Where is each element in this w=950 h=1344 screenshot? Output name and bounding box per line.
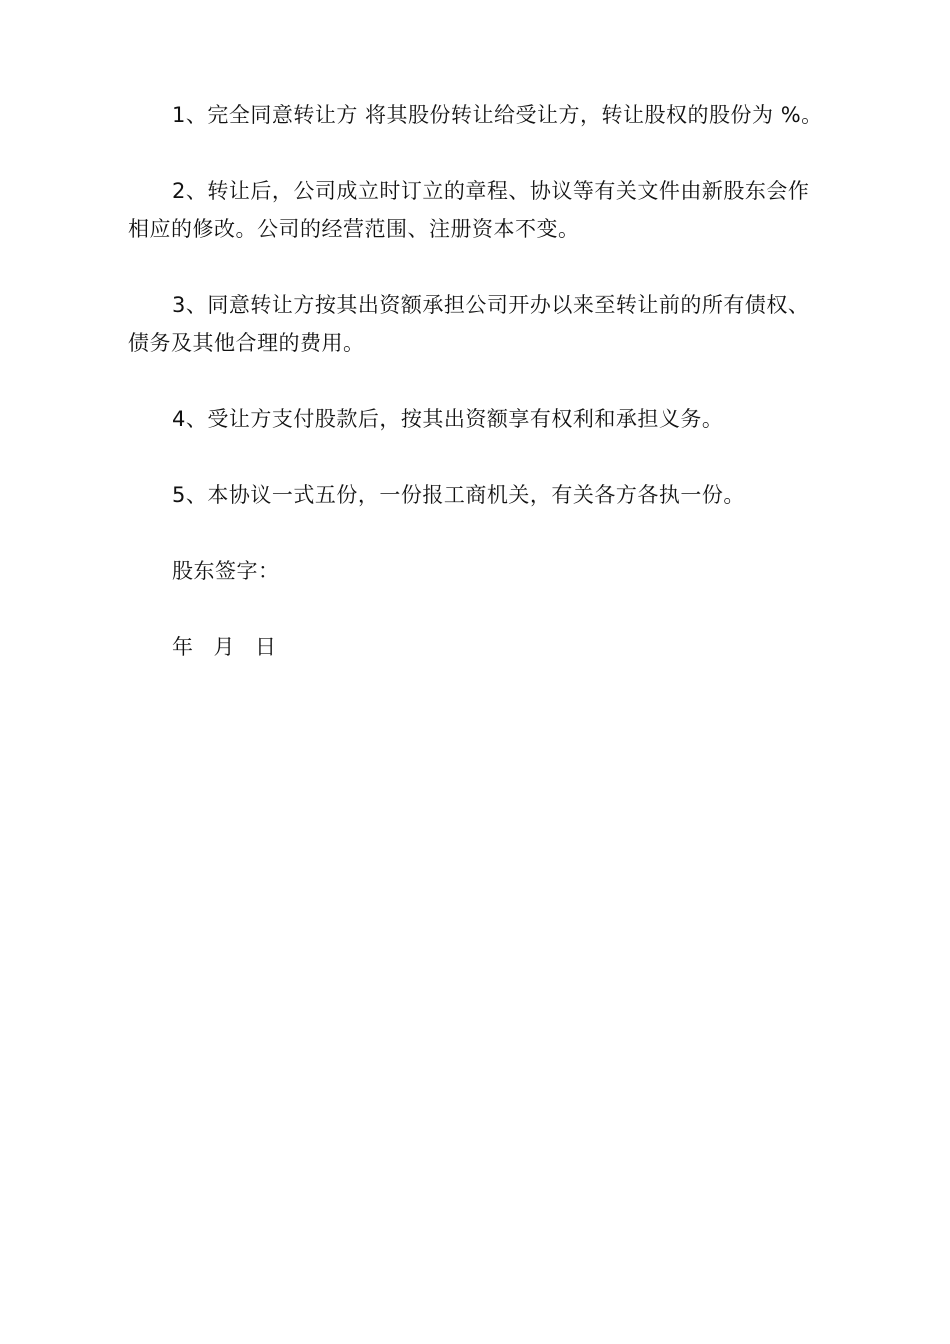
- shareholder-signature-label: 股东签字：: [172, 559, 280, 583]
- document-body: [128, 96, 828, 666]
- date-line: [128, 628, 828, 666]
- clause-1: 1、完全同意转让方 将其股份转让给受让方，转让股权的股份为 %。: [172, 103, 823, 127]
- clause-3: 3、同意转让方按其出资额承担公司开办以来至转让前的所有债权、债务及其他合理的费用。: [128, 293, 810, 355]
- date-day: 日: [255, 635, 277, 659]
- clause-5: 5、本协议一式五份，一份报工商机关，有关各方各执一份。: [172, 483, 745, 507]
- clause-2: 2、转让后，公司成立时订立的章程、协议等有关文件由新股东会作相应的修改。公司的经营范围、注册资本不变。: [128, 179, 810, 241]
- date-month: 月: [213, 635, 235, 659]
- clause-4: 4、受让方支付股款后，按其出资额享有权利和承担义务。: [172, 407, 724, 431]
- date-year: 年: [172, 635, 194, 659]
